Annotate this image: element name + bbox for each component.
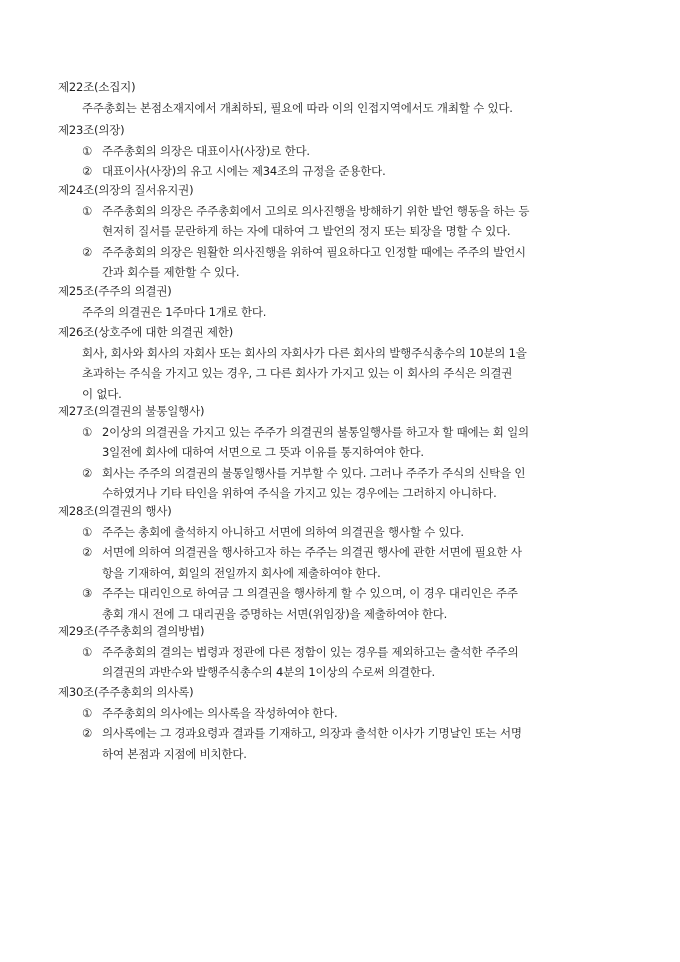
item-number: ① xyxy=(82,706,93,720)
item-text: 2이상의 의결권을 가지고 있는 주주가 의결권의 불통일행사를 하고자 할 때에는 회 일의 xyxy=(102,425,529,439)
article-text: 초과하는 주식을 가지고 있는 경우, 그 다른 회사가 가지고 있는 이 회사의 주식은 의결권 xyxy=(82,366,513,381)
item-text: 수하였거나 기타 타인을 위하여 주식을 가지고 있는 경우에는 그러하지 아니하다. xyxy=(102,486,497,501)
item-text: 회사는 주주의 의결권의 불통일행사를 거부할 수 있다. 그러나 주주가 주식의 신탁을 인 xyxy=(102,465,526,480)
item-text: 하여 본점과 지점에 비치한다. xyxy=(102,746,247,761)
article-heading: 제24조(의장의 질서유지권) xyxy=(58,183,194,197)
article-text: 주주의 의결권은 1주마다 1개로 한다. xyxy=(82,305,267,319)
item-number: ② xyxy=(82,465,93,480)
item-text: 항을 기재하여, 회일의 전일까지 회사에 제출하여야 한다. xyxy=(102,565,381,580)
article-text: 회사, 회사와 회사의 자회사 또는 회사의 자회사가 다른 회사의 발행주식총수의 10분의 1을 xyxy=(82,346,527,360)
item-text: 주주총회의 의장은 대표이사(사장)로 한다. xyxy=(102,144,310,158)
item-number: ① xyxy=(82,144,93,158)
article-heading: 제23조(의장) xyxy=(58,123,125,137)
item-text: 대표이사(사장)의 유고 시에는 제34조의 규정을 준용한다. xyxy=(102,164,386,179)
item-number: ① xyxy=(82,525,93,539)
article-heading: 제28조(의결권의 행사) xyxy=(58,504,172,518)
item-number: ② xyxy=(82,726,93,741)
item-text: 현저히 질서를 문란하게 하는 자에 대하여 그 발언의 정지 또는 퇴장을 명할 수 있다. xyxy=(102,224,511,239)
article-heading: 제29조(주주총회의 결의방법) xyxy=(58,624,205,638)
article-heading: 제22조(소집지) xyxy=(58,80,136,94)
item-text: 총회 개시 전에 그 대리권을 증명하는 서면(위임장)을 제출하여야 한다. xyxy=(102,606,448,621)
item-text: 주주총회의 의장은 원활한 의사진행을 위하여 필요하다고 인정할 때에는 주주의 발언시 xyxy=(102,244,526,259)
item-text: 주주는 총회에 출석하지 아니하고 서면에 의하여 의결권을 행사할 수 있다. xyxy=(102,525,464,539)
article-text: 이 없다. xyxy=(82,386,122,401)
item-number: ② xyxy=(82,164,93,179)
item-number: ② xyxy=(82,244,93,259)
item-text: 주주는 대리인으로 하여금 그 의결권을 행사하게 할 수 있으며, 이 경우 대리인은 주주 xyxy=(102,586,518,601)
item-number: ① xyxy=(82,425,93,439)
article-text: 주주총회는 본점소재지에서 개최하되, 필요에 따라 이의 인접지역에서도 개최할 수 있다. xyxy=(82,101,513,115)
item-number: ① xyxy=(82,645,93,659)
item-text: 서면에 의하여 의결권을 행사하고자 하는 주주는 의결권 행사에 관한 서면에 필요한 사 xyxy=(102,545,522,560)
item-text: 의사록에는 그 경과요령과 결과를 기재하고, 의장과 출석한 이사가 기명날인 또는 서명 xyxy=(102,726,522,741)
item-number: ② xyxy=(82,545,93,560)
item-text: 3일전에 회사에 대하여 서면으로 그 뜻과 이유를 통지하여야 한다. xyxy=(102,445,424,460)
article-heading: 제25조(주주의 의결권) xyxy=(58,284,172,298)
item-number: ③ xyxy=(82,586,93,601)
item-number: ① xyxy=(82,204,93,218)
article-heading: 제30조(주주총회의 의사록) xyxy=(58,685,194,699)
item-text: 주주총회의 의사에는 의사록을 작성하여야 한다. xyxy=(102,706,338,720)
item-text: 간과 회수를 제한할 수 있다. xyxy=(102,265,240,280)
article-heading: 제27조(의결권의 불통일행사) xyxy=(58,404,205,418)
article-heading: 제26조(상호주에 대한 의결권 제한) xyxy=(58,325,233,339)
item-text: 주주총회의 의장은 주주총회에서 고의로 의사진행을 방해하기 위한 발언 행동을 하는 등 xyxy=(102,204,530,218)
item-text: 의결권의 과반수와 발행주식총수의 4분의 1이상의 수로써 의결한다. xyxy=(102,665,435,680)
item-text: 주주총회의 결의는 법령과 정관에 다른 정함이 있는 경우를 제외하고는 출석한 주주의 xyxy=(102,645,519,659)
